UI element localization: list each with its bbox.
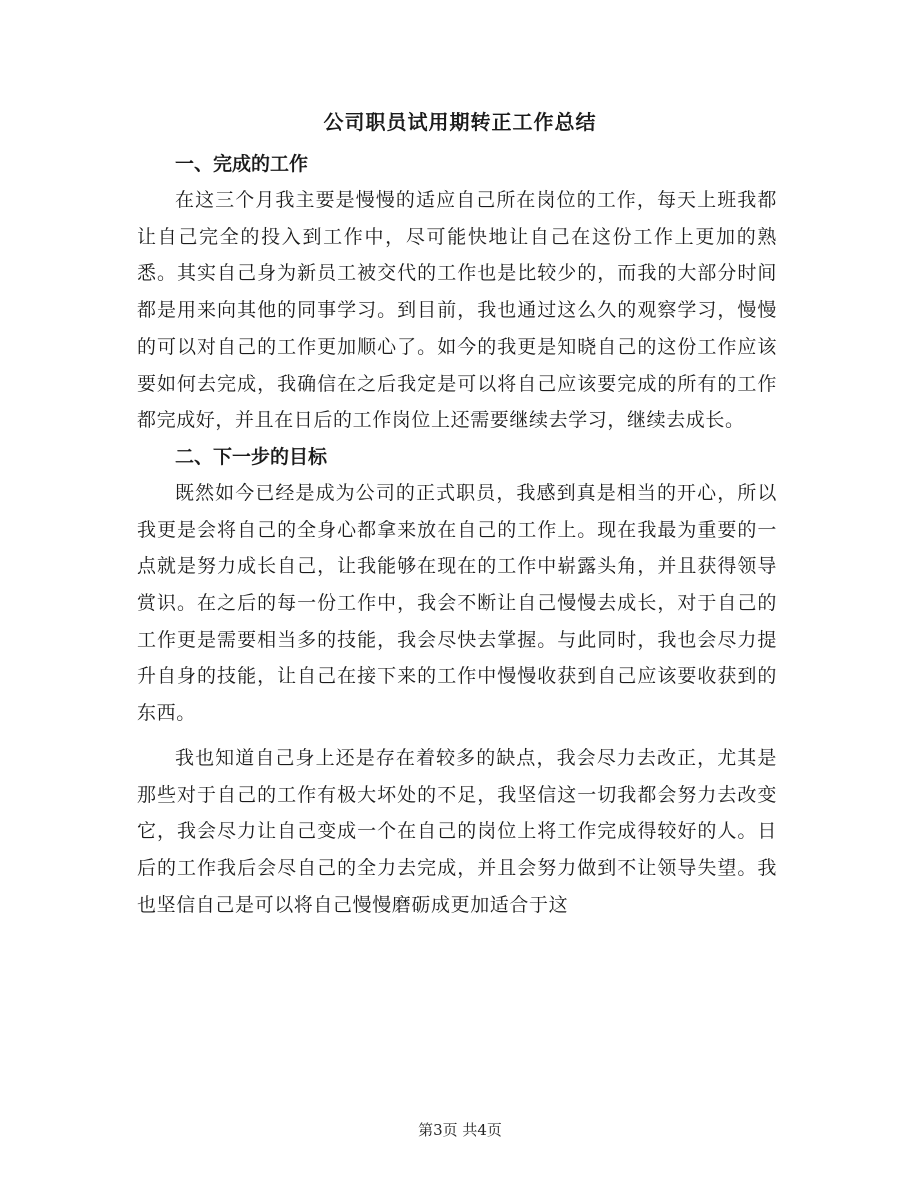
page-number-footer: 第3页 共4页 [418, 1121, 502, 1139]
paragraph: 在这三个月我主要是慢慢的适应自己所在岗位的工作，每天上班我都让自己完全的投入到工作中，尽可能快地让自己在这份工作上更加的熟悉。其实自己身为新员工被交代的工作也是比较少的，而我的大部分时间都是用来向其他的同事学习。到目前，我也通过这么久的观察学习，慢慢的可以对自己的工作更加顺心了。如今的我更是知晓自己的这份工作应该要如何去完成，我确信在之后我定是可以将自己应该要完成的所有的工作都完成好，并且在日后的工作岗位上还需要继续去学习，继续去成长。 [137, 189, 777, 432]
paragraph: 我也知道自己身上还是存在着较多的缺点，我会尽力去改正，尤其是那些对于自己的工作有极大坏处的不足，我坚信这一切我都会努力去改变它，我会尽力让自己变成一个在自己的岗位上将工作完成得较好的人。日后的工作我后会尽自己的全力去完成，并且会努力做到不让领导失望。我也坚信自己是可以将自己慢慢磨砺成更加适合于这 [137, 746, 777, 916]
document-body [137, 146, 777, 923]
paragraph-spacer [137, 732, 777, 740]
section-heading-next-goals: 二、下一步的目标 [175, 445, 328, 468]
section-heading-completed-work: 一、完成的工作 [175, 153, 309, 175]
document-title: 公司职员试用期转正工作总结 [323, 110, 597, 134]
paragraph: 既然如今已经是成为公司的正式职员，我感到真是相当的开心，所以我更是会将自己的全身心都拿来放在自己的工作上。现在我最为重要的一点就是努力成长自己，让我能够在现在的工作中崭露头角，并且获得领导赏识。在之后的每一份工作中，我会不断让自己慢慢去成长，对于自己的工作更是需要相当多的技能，我会尽快去掌握。与此同时，我也会尽力提升自身的技能，让自己在接下来的工作中慢慢收获到自己应该要收获到的东西。 [137, 481, 777, 725]
